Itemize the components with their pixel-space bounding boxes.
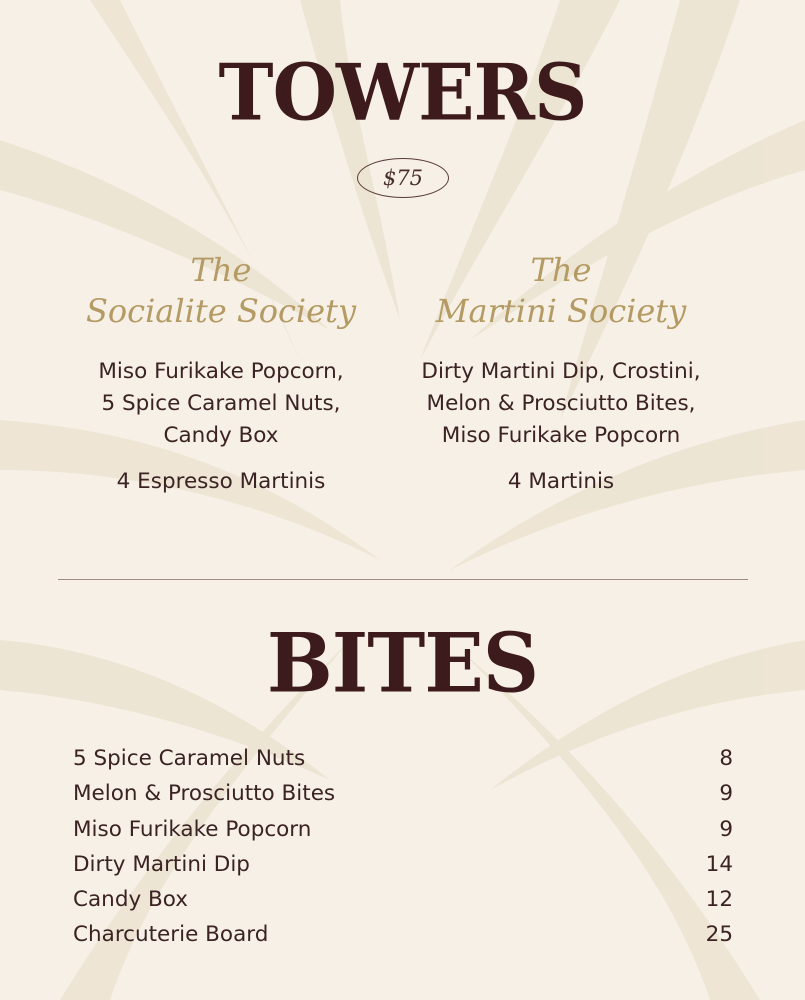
bites-item-price: 25	[705, 922, 733, 948]
bites-item-name: Miso Furikake Popcorn	[73, 816, 312, 842]
package-drinks: 4 Espresso Martinis	[116, 468, 326, 494]
package-item: Melon & Prosciutto Bites,	[426, 390, 696, 416]
bites-item-name: 5 Spice Caramel Nuts	[73, 746, 306, 771]
bites-item	[73, 776, 733, 811]
bites-item-price: 9	[719, 781, 733, 807]
bites-item-name: Charcuterie Board	[73, 922, 269, 948]
bites-item-price: 12	[705, 887, 733, 913]
towers-price-badge: $75	[357, 158, 449, 198]
package-drinks: 4 Martinis	[507, 468, 615, 494]
bites-item-name: Candy Box	[73, 887, 188, 913]
package-title-the: The	[190, 251, 252, 289]
bites-item-name: Melon & Prosciutto Bites	[73, 781, 336, 807]
package-item: Miso Furikake Popcorn,	[98, 358, 344, 384]
package-socialite-society	[56, 252, 386, 498]
package-title-name: Martini Society	[435, 291, 687, 330]
bites-list	[73, 741, 733, 953]
package-title-the: The	[530, 251, 592, 289]
bites-item-price: 14	[705, 851, 733, 877]
bites-item	[73, 882, 733, 917]
package-item: Dirty Martini Dip, Crostini,	[421, 358, 701, 384]
bites-item-price: 8	[719, 746, 733, 771]
package-items	[396, 356, 726, 452]
package-item: Miso Furikake Popcorn	[441, 422, 681, 448]
package-title	[396, 252, 726, 330]
package-items	[56, 356, 386, 452]
bites-item	[73, 812, 733, 847]
package-martini-society	[396, 252, 726, 498]
bites-heading: BITES	[266, 615, 539, 712]
bites-item-price: 9	[719, 816, 733, 842]
package-title	[56, 252, 386, 330]
section-divider	[58, 579, 748, 580]
package-title-name: Socialite Society	[85, 291, 357, 330]
bites-item	[73, 741, 733, 776]
bites-item	[73, 847, 733, 882]
towers-heading: TOWERS	[218, 47, 587, 139]
bites-item-name: Dirty Martini Dip	[73, 851, 250, 877]
package-item: Candy Box	[163, 422, 279, 448]
package-item: 5 Spice Caramel Nuts,	[101, 390, 341, 416]
bites-item	[73, 917, 733, 952]
